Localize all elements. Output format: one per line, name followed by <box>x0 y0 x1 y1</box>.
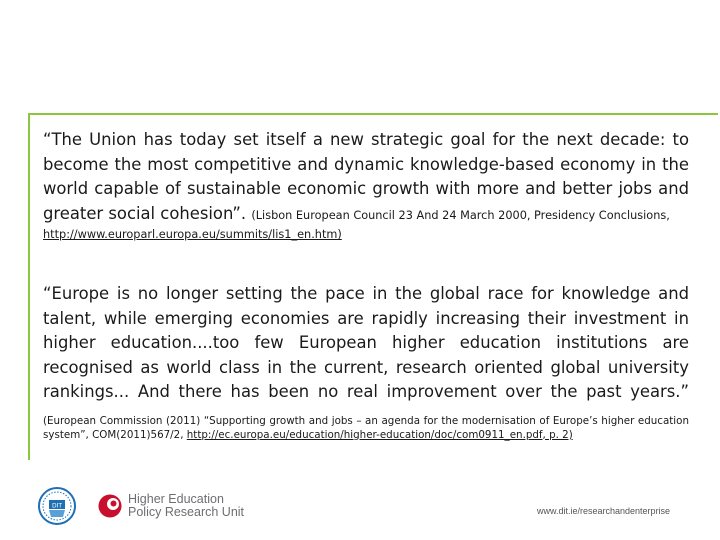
quote-lisbon-text: “The Union has today set itself a new strategic goal for the next decade: to become the most competitive and dynamic knowledge-based economy in the world capable of sustainable economic growth with more and better jobs and greater social cohesion”. <box>43 130 689 223</box>
quote-commission-link[interactable]: http://ec.europa.eu/education/higher-education/doc/com0911_en.pdf, p. 2) <box>186 428 573 441</box>
slide-frame-left-rule <box>28 113 30 460</box>
hepru-logo <box>98 493 244 519</box>
hepru-logo-line2: Policy Research Unit <box>128 505 245 519</box>
quote-commission-text: “Europe is no longer setting the pace in the global race for knowledge and talent, while emerging economies are rapidly increasing their investment in higher education....too few European higher education institutions are recognised as world class in the current, research oriented global university rankings... And there has been no real improvement over the past years.” <box>43 284 689 401</box>
quote-lisbon-link[interactable]: http://www.europarl.europa.eu/summits/lis1_en.htm) <box>43 228 342 241</box>
quote-lisbon-citation: (Lisbon European Council 23 And 24 March 2000, Presidency Conclusions, <box>251 208 670 222</box>
hepru-logo-mark <box>98 493 122 519</box>
slide-content <box>43 128 689 442</box>
dit-logo <box>37 486 77 526</box>
slide-frame-top-rule <box>28 113 718 115</box>
quote-commission <box>43 282 689 405</box>
hepru-logo-line1: Higher Education <box>128 492 224 506</box>
quote-lisbon <box>43 128 689 228</box>
quote-commission-citation: (European Commission (2011) “Supporting growth and jobs – an agenda for the modernisation of Europe’s higher education system”, COM(2011)567/2, <box>43 414 689 441</box>
dit-logo-text: DIT <box>51 502 63 510</box>
footer-url[interactable]: www.dit.ie/researchandenterprise <box>537 506 671 516</box>
quote-commission-citation-block <box>43 414 689 442</box>
